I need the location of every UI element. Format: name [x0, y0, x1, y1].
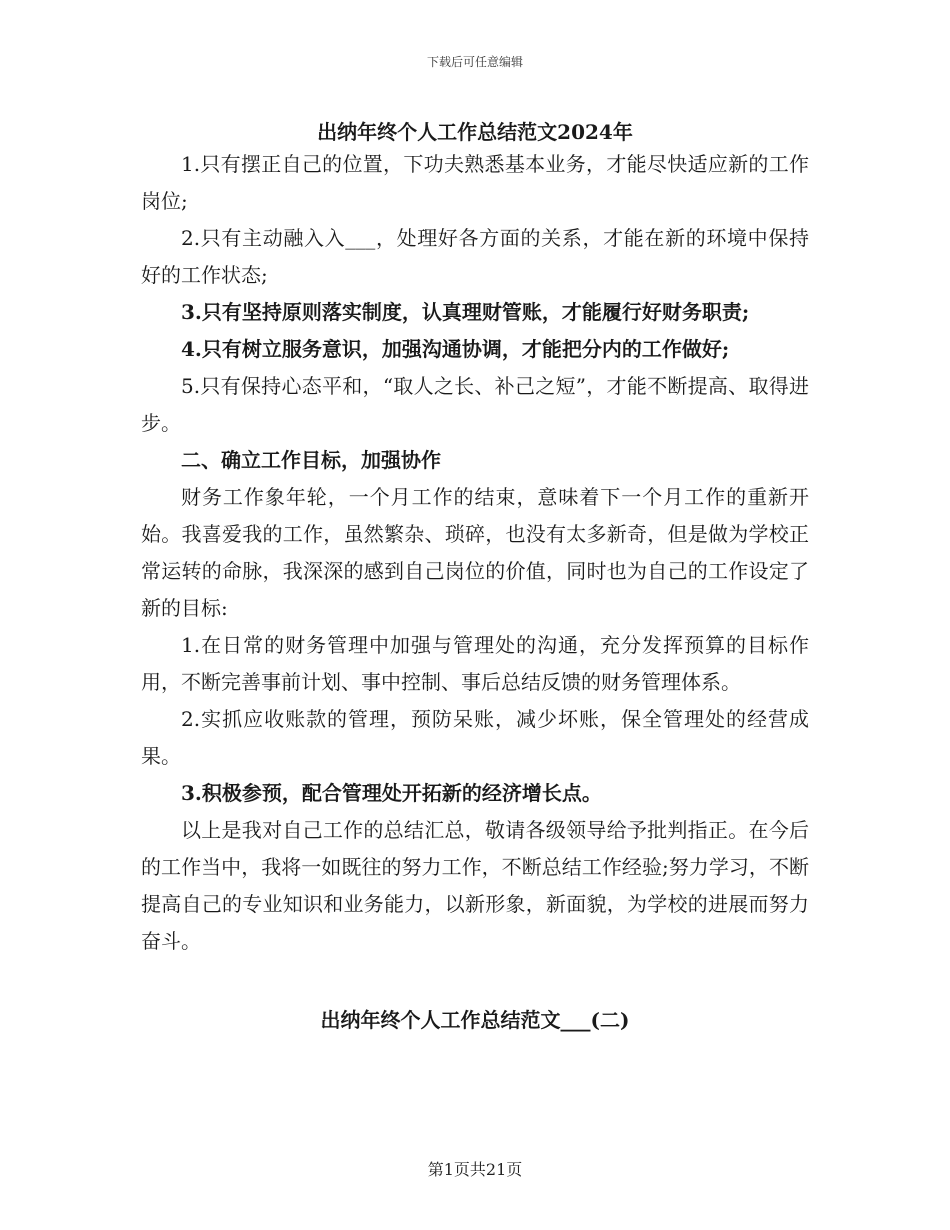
paragraph: 1.在日常的财务管理中加强与管理处的沟通，充分发挥预算的目标作用，不断完善事前计划、事中控制、事后总结反馈的财务管理体系。	[141, 633, 809, 694]
paragraph: 3.积极参预，配合管理处开拓新的经济增长点。	[181, 781, 602, 805]
second-title: 出纳年终个人工作总结范文___(二)	[320, 1008, 630, 1032]
paragraph: 5.只有保持心态平和，“取人之长、补己之短”，才能不断提高、取得进步。	[141, 374, 809, 435]
document-title: 出纳年终个人工作总结范文2024年	[317, 120, 633, 144]
paragraph: 2.只有主动融入入___，处理好各方面的关系，才能在新的环境中保持好的工作状态;	[141, 226, 809, 287]
paragraph: 1.只有摆正自己的位置，下功夫熟悉基本业务，才能尽快适应新的工作岗位;	[141, 152, 809, 213]
paragraph: 财务工作象年轮，一个月工作的结束，意味着下一个月工作的重新开始。我喜爱我的工作，虽然繁杂、琐碎，也没有太多新奇，但是做为学校正常运转的命脉，我深深的感到自己岗位的价值，同时也为自己的工作设定了新的目标:	[141, 485, 809, 620]
page-number: 第1页共21页	[427, 1160, 523, 1179]
header-note: 下载后可任意编辑	[426, 55, 523, 69]
document-body	[141, 146, 809, 960]
paragraph: 3.只有坚持原则落实制度，认真理财管账，才能履行好财务职责;	[181, 300, 750, 324]
section-heading: 二、确立工作目标，加强协作	[181, 448, 441, 472]
paragraph: 4.只有树立服务意识，加强沟通协调，才能把分内的工作做好;	[181, 337, 730, 361]
paragraph: 以上是我对自己工作的总结汇总，敬请各级领导给予批判指正。在今后的工作当中，我将一如既往的努力工作，不断总结工作经验;努力学习，不断提高自己的专业知识和业务能力，以新形象，新面貌，为学校的进展而努力奋斗。	[141, 818, 809, 953]
paragraph: 2.实抓应收账款的管理，预防呆账，减少坏账，保全管理处的经营成果。	[141, 707, 809, 768]
